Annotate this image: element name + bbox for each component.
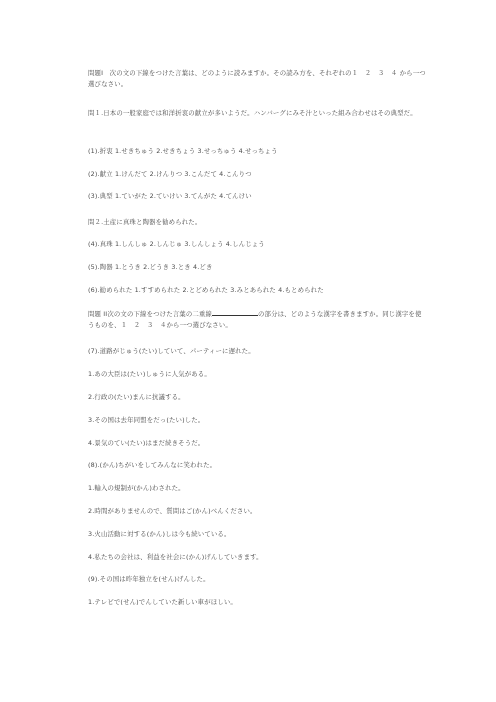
q1-item-3: (3).典型 1.ていがた 2.ていけい 3.てんがた 4.てんけい (88, 192, 252, 200)
q2-item-8: (8).(かん)ちがいをしてみんなに笑われた。 (88, 461, 217, 469)
q2-intro (88, 309, 428, 330)
q2-item-7-option-3: 3.その国は去年同盟をだっ(たい)した。 (88, 416, 205, 424)
q1-item-4: (4).真珠 1.しんしゅ 2.しんじゅ 3.しんしょう 4.しんじょう (88, 240, 265, 248)
q2-item-7-option-1: 1.あの大臣は(たい)しゅうに人気がある。 (88, 370, 211, 378)
q2-item-7-option-4: 4.景気のてい(たい)はまだ続きそうだ。 (88, 439, 205, 447)
q1-sub1-title: 問１.日本の一般家庭では和洋折衷の献立が多いようだ。ハンバーグにみそ汁といった組み合わせはその典型だ。 (88, 109, 417, 117)
q1-intro: 問題Ⅰ 次の文の下線をつけた言葉は、どのように読みますか。その読み方を、それぞれの１ ２ ３ ４ から一つ選びなさい。 (88, 69, 426, 88)
q2-item-8-option-1: 1.輸入の規制が(かん)わされた。 (88, 484, 185, 492)
q2-item-7-option-2: 2.行政の(たい)まんに抗議する。 (88, 393, 185, 401)
q2-item-7: (7).道路がじゅう(たい)していて、パーティーに遅れた。 (88, 347, 255, 355)
q2-item-9-option-1: 1.テレビで(せん)でんしていた新しい車がほしい。 (88, 598, 237, 606)
q1-sub2-title: 問２.土産に真珠と陶器を勧められた。 (88, 218, 202, 226)
q2-item-9: (9).その国は昨年独立を(せん)げんした。 (88, 575, 210, 583)
double-underline-blank (212, 309, 258, 316)
q2-item-8-option-3: 3.火山活動に対する(かん)しは今も続いている。 (88, 530, 231, 538)
q2-intro-a: 問題 II次の文の下線をつけた言葉の二重線 (88, 310, 212, 318)
q1-item-6: (6).勧められた 1.すすめられた 2.とどめられた 3.みとあられた 4.もとめられた (88, 286, 324, 294)
q2-item-8-option-2: 2.時間がありませんので、質問はご(かん)べんください。 (88, 507, 257, 515)
q2-item-8-option-4: 4.私たちの会社は、利益を社会に(かん)げんしていきます。 (88, 553, 263, 561)
q1-item-1: (1).折衷 1.せきちゅう 2.せきちょう 3.せっちゅう 4.せっちょう (88, 147, 278, 155)
q1-item-2: (2).献立 1.けんだて 2.けんりつ 3.こんだて 4.こんりつ (88, 170, 252, 178)
q2-intro-b: の部分は、どのような漢字を書きますか。同じ漢字を使うものを、１ ２ ３ ４から一つ選びなさい。 (88, 310, 422, 329)
q1-item-5: (5).陶器 1.とうき 2.どうき 3.とき 4.どき (88, 263, 213, 271)
